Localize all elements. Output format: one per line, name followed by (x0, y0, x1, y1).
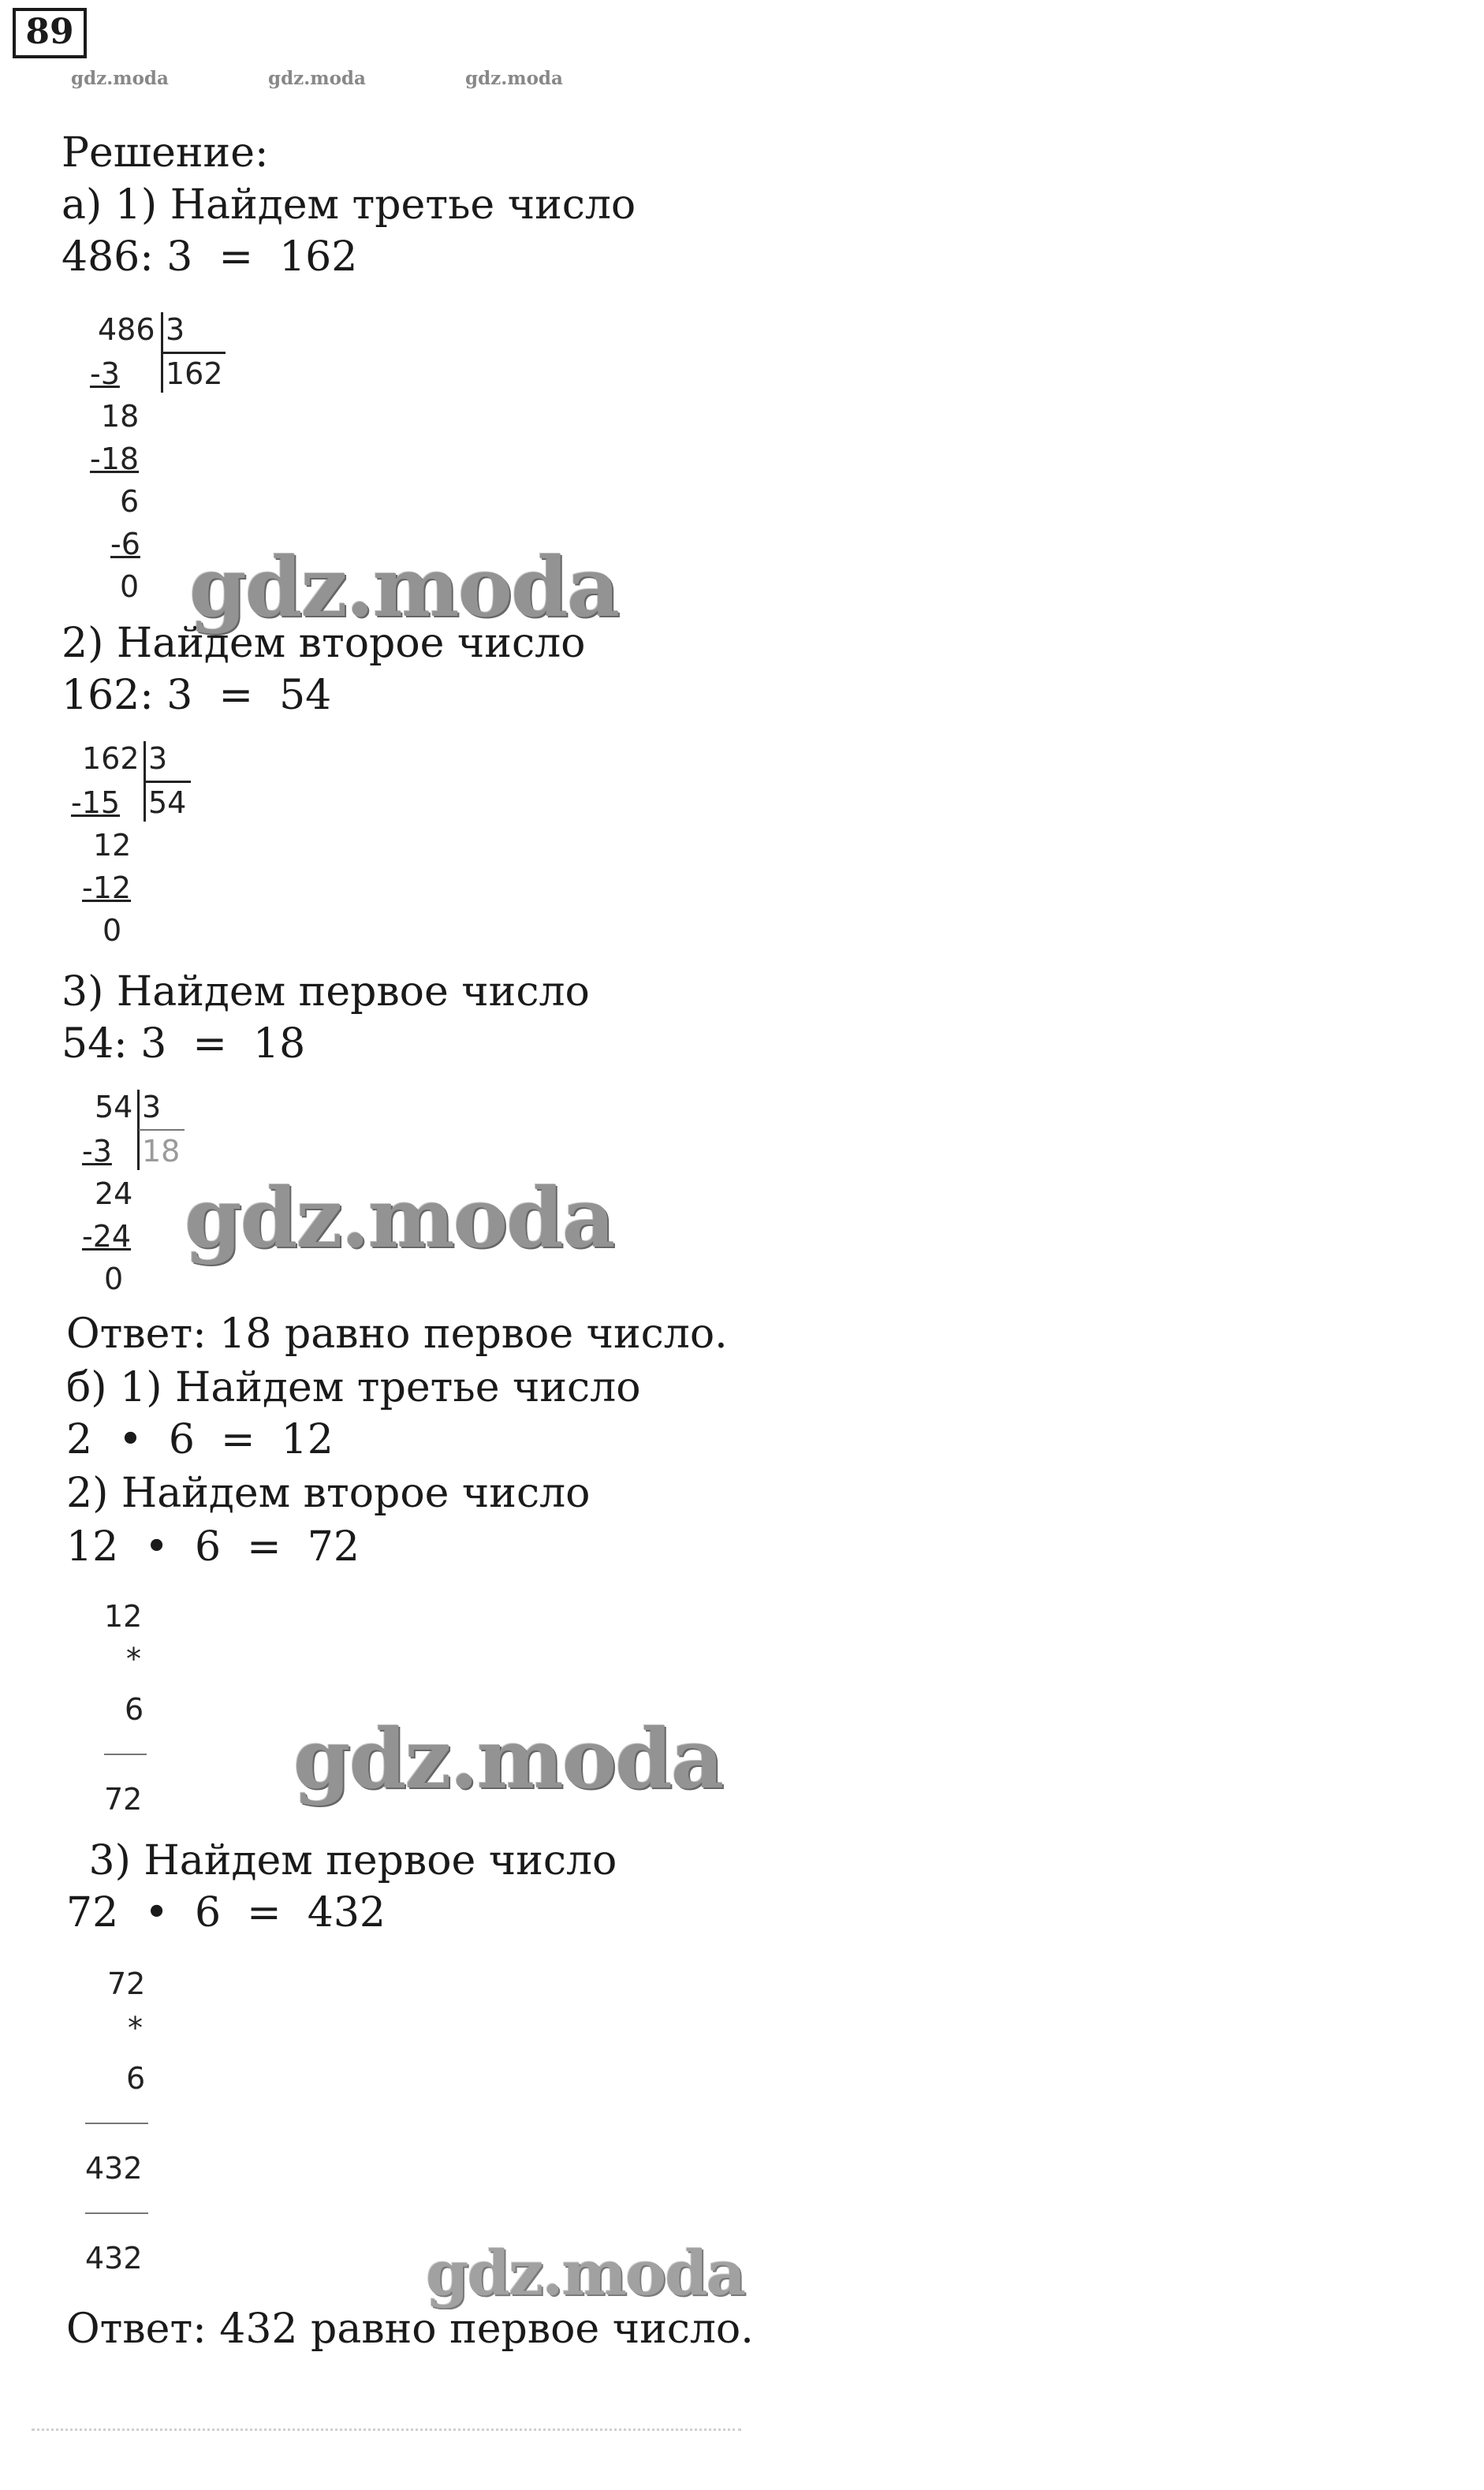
division-row: 12 (93, 828, 132, 863)
a-answer: Ответ: 18 равно первое число. (66, 1310, 728, 1358)
a-step1-title: а) 1) Найдем третье число (62, 181, 636, 229)
b-step2-title: 2) Найдем второе число (66, 1470, 591, 1517)
a-step1-equation: 486: 3 = 162 (62, 233, 358, 281)
dividend: 162 (82, 741, 140, 776)
watermark: gdz.moda (185, 1169, 614, 1266)
solution-heading: Решение: (62, 129, 269, 177)
divisor: 3 (148, 741, 168, 776)
division-row: -15 (71, 785, 121, 820)
a-step2-title: 2) Найдем второе число (62, 620, 586, 667)
division-row: -12 (82, 870, 132, 905)
division-row: -24 (82, 1219, 132, 1254)
quotient: 18 (142, 1134, 181, 1169)
divisor-underline (139, 1129, 185, 1131)
quotient: 162 (166, 356, 223, 391)
product: 72 (104, 1782, 143, 1817)
multiplier: 6 (126, 2061, 146, 2096)
multiplier: 6 (125, 1692, 144, 1727)
dividend: 54 (95, 1090, 133, 1124)
header-watermark-1: gdz.moda (71, 68, 169, 89)
division-row: -3 (82, 1134, 112, 1169)
division-row: -6 (110, 527, 140, 561)
watermark: gdz.moda (426, 2238, 745, 2309)
b-step3-equation: 72 • 6 = 432 (66, 1889, 386, 1936)
divisor-underline (162, 352, 226, 354)
a-step3-equation: 54: 3 = 18 (62, 1020, 306, 1068)
division-row: 0 (103, 913, 122, 948)
task-number: 89 (13, 8, 87, 58)
division-row: 18 (101, 399, 140, 434)
result-line (104, 1754, 147, 1755)
division-row: 0 (120, 569, 140, 604)
a-step3-title: 3) Найдем первое число (62, 968, 590, 1016)
multiplicand: 12 (104, 1599, 143, 1634)
divisor: 3 (142, 1090, 162, 1124)
division-row: 6 (120, 484, 140, 519)
partial-product: 432 (85, 2151, 143, 2186)
a-step2-equation: 162: 3 = 54 (62, 672, 332, 719)
multiply-sign: * (126, 1642, 141, 1676)
dividend: 486 (98, 312, 155, 347)
b-step1-title: б) 1) Найдем третье число (66, 1364, 641, 1411)
watermark: gdz.moda (293, 1710, 723, 1807)
division-row: -18 (90, 442, 140, 476)
division-row: 24 (95, 1176, 133, 1211)
header-watermark-3: gdz.moda (465, 68, 563, 89)
result-line (85, 2212, 148, 2214)
quotient: 54 (148, 785, 187, 820)
result-line (85, 2123, 148, 2124)
divisor-underline (145, 781, 191, 783)
product: 432 (85, 2241, 143, 2276)
multiply-sign: * (128, 2011, 143, 2045)
divisor: 3 (166, 312, 185, 347)
b-answer: Ответ: 432 равно первое число. (66, 2305, 754, 2353)
multiplicand: 72 (107, 1966, 146, 2001)
b-step2-equation: 12 • 6 = 72 (66, 1523, 360, 1571)
division-row: -3 (90, 356, 120, 391)
header-watermark-2: gdz.moda (268, 68, 366, 89)
b-step3-title: 3) Найдем первое число (76, 1837, 617, 1884)
watermark: gdz.moda (189, 539, 619, 636)
bottom-divider (32, 2428, 741, 2434)
division-row: 0 (104, 1262, 124, 1296)
b-step1-equation: 2 • 6 = 12 (66, 1416, 334, 1463)
